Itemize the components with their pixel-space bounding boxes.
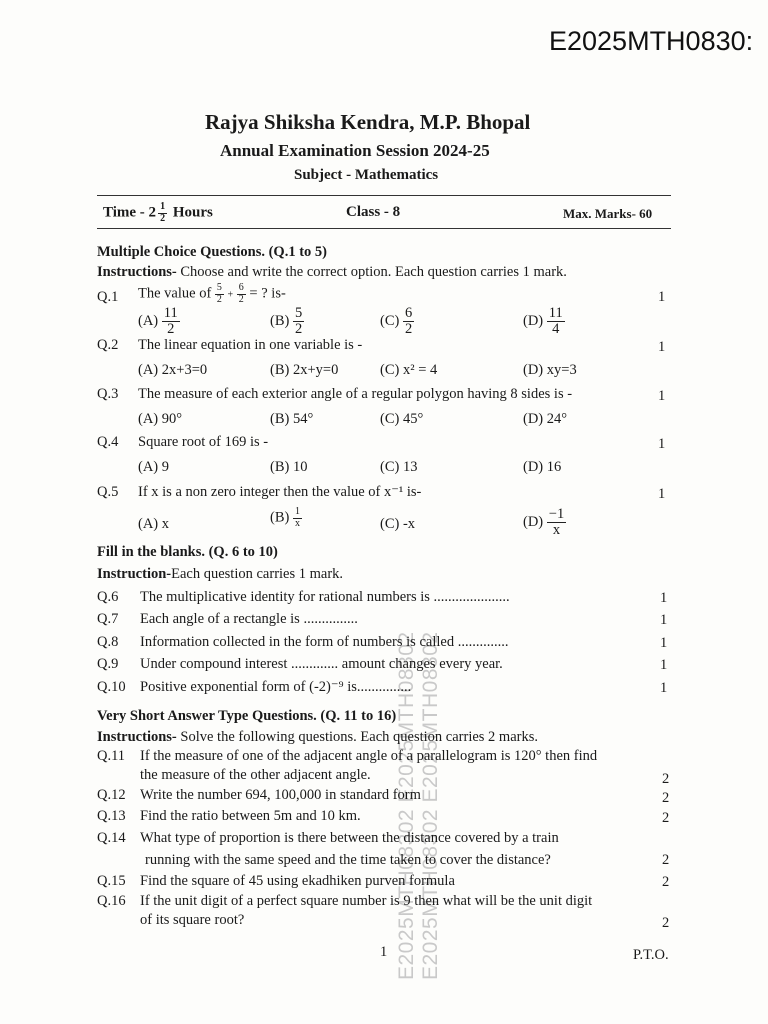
q13-text: Find the ratio between 5m and 10 km. bbox=[140, 808, 361, 824]
q2-marks: 1 bbox=[658, 339, 666, 355]
q6-number: Q.6 bbox=[97, 589, 119, 605]
q7-text: Each angle of a rectangle is ............... bbox=[140, 611, 358, 627]
q2-option-b: (B) 2x+y=0 bbox=[270, 362, 339, 378]
q12-marks: 2 bbox=[662, 790, 670, 806]
q2-option-c: (C) x² = 4 bbox=[380, 362, 438, 378]
q1-option-b: (B) $\frac{5}{2}$ bbox=[270, 305, 303, 338]
q3-option-c: (C) 45° bbox=[380, 411, 424, 427]
q1-marks: 1 bbox=[658, 289, 666, 305]
watermark-text: E2025MTH08302 E2025MTH08302 E2025MTH08302 E2025MTH08302 bbox=[395, 631, 442, 980]
q8-marks: 1 bbox=[660, 635, 668, 651]
subject-title: Subject - Mathematics bbox=[294, 167, 439, 183]
q14-text-line2: running with the same speed and the time taken to cover the distance? bbox=[145, 852, 551, 868]
q5-marks: 1 bbox=[658, 486, 666, 502]
organization-title: Rajya Shiksha Kendra, M.P. Bhopal bbox=[205, 110, 531, 134]
q11-number: Q.11 bbox=[97, 748, 126, 764]
q8-number: Q.8 bbox=[97, 634, 119, 650]
q6-text: The multiplicative identity for rational numbers is ..................... bbox=[140, 589, 510, 605]
q16-text-line2: of its square root? bbox=[140, 912, 245, 928]
q6-marks: 1 bbox=[660, 590, 668, 606]
pto-label: P.T.O. bbox=[633, 947, 669, 963]
q5-number: Q.5 bbox=[97, 484, 119, 500]
q10-marks: 1 bbox=[660, 680, 668, 696]
q16-text-line1: If the unit digit of a perfect square number is 9 then what will be the unit digit bbox=[140, 893, 593, 909]
q1-option-c: (C) $\frac{6}{2}$ bbox=[380, 305, 413, 338]
q2-text: The linear equation in one variable is - bbox=[138, 337, 363, 353]
q7-marks: 1 bbox=[660, 612, 668, 628]
q2-option-a: (A) 2x+3=0 bbox=[138, 362, 208, 378]
q16-number: Q.16 bbox=[97, 893, 126, 909]
q13-number: Q.13 bbox=[97, 808, 126, 824]
q9-marks: 1 bbox=[660, 657, 668, 673]
q9-text: Under compound interest ............. amount changes every year. bbox=[140, 656, 503, 672]
q10-text: Positive exponential form of (-2)⁻⁹ is............... bbox=[140, 679, 412, 695]
q5-option-c: (C) -x bbox=[380, 516, 416, 532]
exam-title: Annual Examination Session 2024-25 bbox=[220, 141, 490, 160]
q5-option-d: (D) $\frac{-1}{x}$ bbox=[523, 506, 565, 539]
q2-option-d: (D) xy=3 bbox=[523, 362, 577, 378]
q3-option-a: (A) 90° bbox=[138, 411, 183, 427]
q13-marks: 2 bbox=[662, 810, 670, 826]
page-number: 1 bbox=[380, 944, 388, 960]
q12-text: Write the number 694, 100,000 in standard form bbox=[140, 787, 421, 803]
q4-option-d: (D) 16 bbox=[523, 459, 562, 475]
time-label: Time - 2 $\frac{1}{2}$ Hours bbox=[103, 201, 213, 224]
q4-marks: 1 bbox=[658, 436, 666, 452]
q4-option-c: (C) 13 bbox=[380, 459, 418, 475]
q1-option-d: (D) $\frac{11}{4}$ bbox=[523, 305, 563, 338]
q4-option-a: (A) 9 bbox=[138, 459, 170, 475]
q11-marks: 2 bbox=[662, 771, 670, 787]
q1-text: The value of $\frac{5}{2}$ + $\frac{6}{2}$ = ? is- bbox=[138, 282, 286, 305]
fib-instructions: Instruction-Each question carries 1 mark. bbox=[97, 566, 344, 582]
q3-text: The measure of each exterior angle of a regular polygon having 8 sides is - bbox=[138, 386, 573, 402]
q8-text: Information collected in the form of numbers is called .............. bbox=[140, 634, 509, 650]
header-bottom-rule bbox=[97, 228, 671, 229]
vsa-section-title: Very Short Answer Type Questions. (Q. 11 to 16) bbox=[97, 708, 397, 724]
q5-text: If x is a non zero integer then the value of x⁻¹ is- bbox=[138, 484, 422, 500]
q1-option-a: (A) $\frac{11}{2}$ bbox=[138, 305, 178, 338]
q7-number: Q.7 bbox=[97, 611, 119, 627]
header-top-rule bbox=[97, 195, 671, 196]
q2-number: Q.2 bbox=[97, 337, 119, 353]
q4-text: Square root of 169 is - bbox=[138, 434, 269, 450]
fib-section-title: Fill in the blanks. (Q. 6 to 10) bbox=[97, 544, 278, 560]
mcq-section-title: Multiple Choice Questions. (Q.1 to 5) bbox=[97, 244, 327, 260]
q10-number: Q.10 bbox=[97, 679, 126, 695]
document-code: E2025MTH0830: bbox=[549, 26, 754, 56]
max-marks-label: Max. Marks- 60 bbox=[563, 206, 653, 221]
q14-number: Q.14 bbox=[97, 830, 126, 846]
q14-text-line1: What type of proportion is there between the distance covered by a train bbox=[140, 830, 559, 846]
q15-marks: 2 bbox=[662, 874, 670, 890]
q3-number: Q.3 bbox=[97, 386, 119, 402]
q3-option-d: (D) 24° bbox=[523, 411, 568, 427]
q5-option-a: (A) x bbox=[138, 516, 170, 532]
q15-text: Find the square of 45 using ekadhiken purven formula bbox=[140, 873, 455, 889]
q5-option-b: (B) $\frac{1}{x}$ bbox=[270, 506, 300, 529]
vsa-instructions: Instructions- Solve the following questions. Each question carries 2 marks. bbox=[97, 729, 538, 745]
q12-number: Q.12 bbox=[97, 787, 126, 803]
q11-text-line1: If the measure of one of the adjacent angle of a parallelogram is 120° then find bbox=[140, 748, 598, 764]
mcq-instructions: Instructions- Choose and write the correct option. Each question carries 1 mark. bbox=[97, 264, 567, 280]
q3-marks: 1 bbox=[658, 388, 666, 404]
q11-text-line2: the measure of the other adjacent angle. bbox=[140, 767, 371, 783]
q14-marks: 2 bbox=[662, 852, 670, 868]
q9-number: Q.9 bbox=[97, 656, 119, 672]
q4-option-b: (B) 10 bbox=[270, 459, 308, 475]
q15-number: Q.15 bbox=[97, 873, 126, 889]
q4-number: Q.4 bbox=[97, 434, 119, 450]
q16-marks: 2 bbox=[662, 915, 670, 931]
q3-option-b: (B) 54° bbox=[270, 411, 314, 427]
class-label: Class - 8 bbox=[346, 204, 401, 220]
q1-number: Q.1 bbox=[97, 289, 119, 305]
